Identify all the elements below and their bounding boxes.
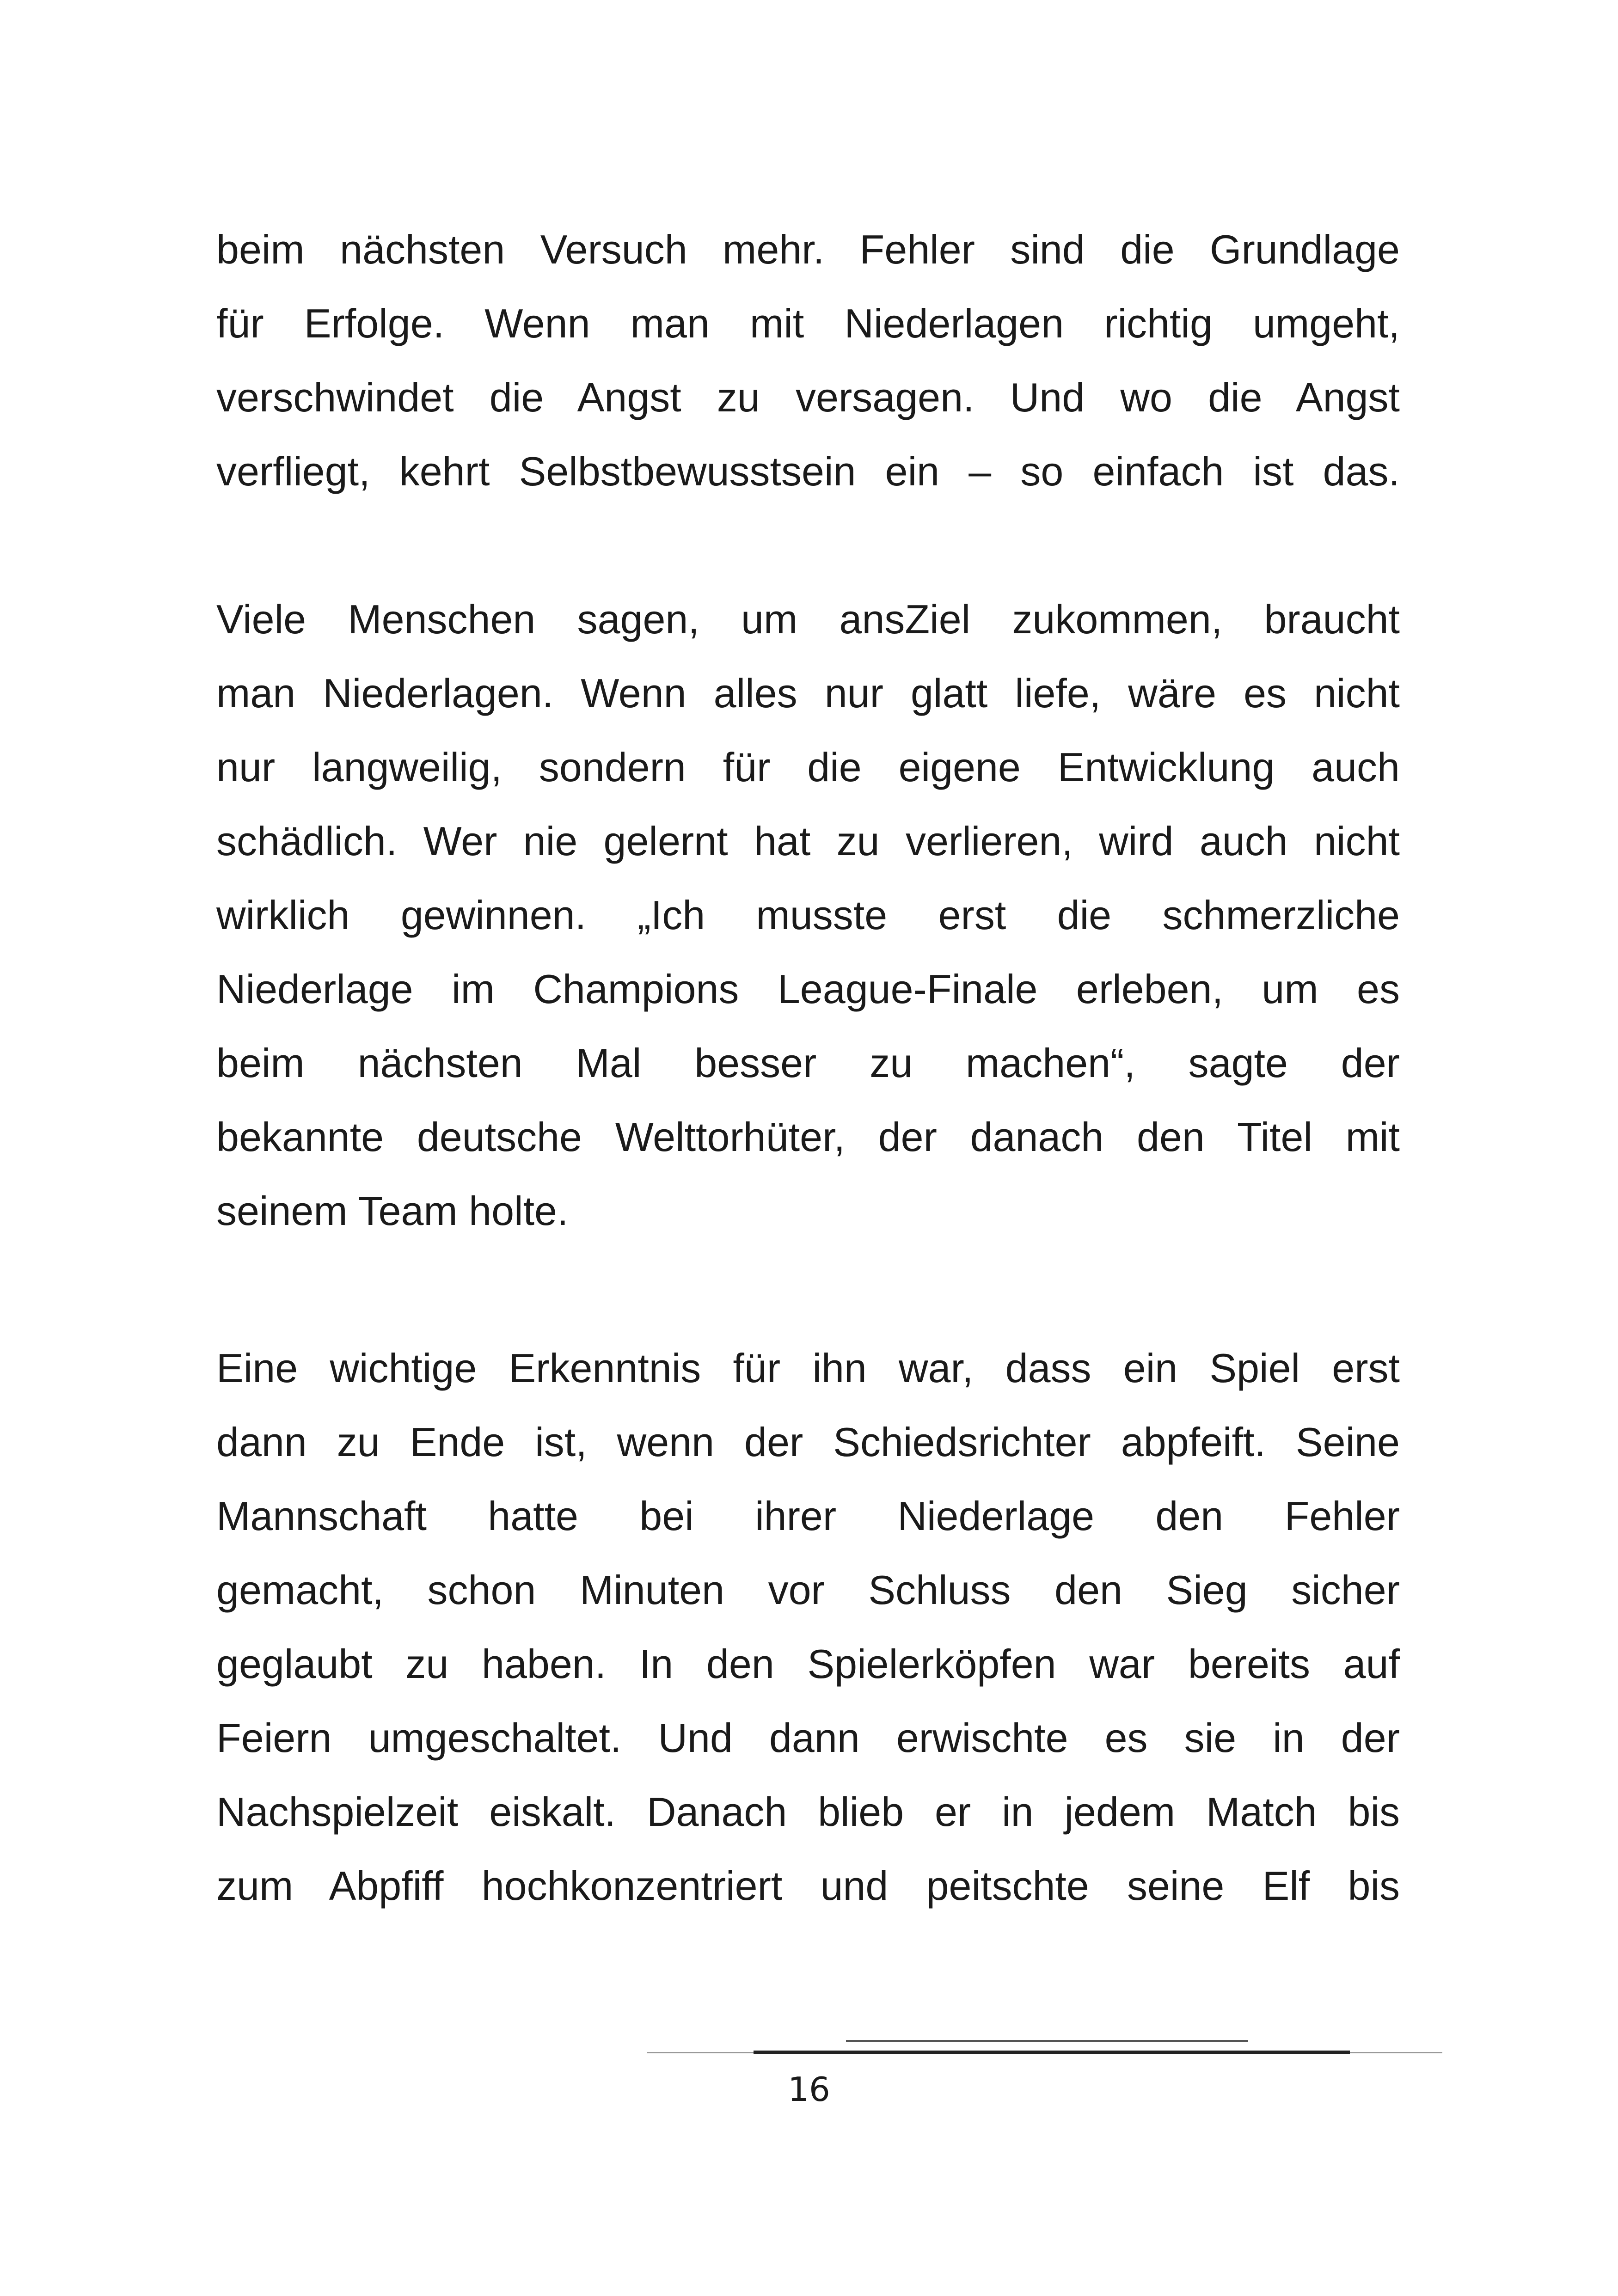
paragraph-2 bbox=[216, 582, 1400, 1248]
text-line: verfliegt, kehrt Selbstbewusstsein ein – so einfach ist das. bbox=[216, 448, 1400, 494]
text-line: zum Abpfiff hochkonzentriert und peitschte seine Elf bis bbox=[216, 1863, 1400, 1909]
text-line: Feiern umgeschaltet. Und dann erwischte es sie in der bbox=[216, 1715, 1400, 1761]
text-line: Viele Menschen sagen, um ansZiel zukommen, braucht bbox=[216, 596, 1400, 642]
text-line: dann zu Ende ist, wenn der Schiedsrichter abpfeift. Seine bbox=[216, 1419, 1400, 1465]
paragraph-1 bbox=[216, 213, 1400, 508]
footer-divider-accent bbox=[754, 2051, 1350, 2054]
text-line: beim nächsten Versuch mehr. Fehler sind die Grundlage bbox=[216, 227, 1400, 272]
footer-divider-top bbox=[846, 2040, 1248, 2042]
text-line: Eine wichtige Erkenntnis für ihn war, dass ein Spiel erst bbox=[216, 1345, 1400, 1391]
text-line: schädlich. Wer nie gelernt hat zu verlieren, wird auch nicht bbox=[216, 818, 1400, 864]
text-line: Mannschaft hatte bei ihrer Niederlage den Fehler bbox=[216, 1493, 1400, 1539]
text-line: bekannte deutsche Welttorhüter, der danach den Titel mit bbox=[216, 1114, 1400, 1160]
text-line: nur langweilig, sondern für die eigene Entwicklung auch bbox=[216, 744, 1400, 790]
text-line: Niederlage im Champions League-Finale erleben, um es bbox=[216, 966, 1400, 1012]
page-number: 16 bbox=[788, 2070, 830, 2109]
text-line: verschwindet die Angst zu versagen. Und wo die Angst bbox=[216, 374, 1400, 420]
text-line: man Niederlagen. Wenn alles nur glatt liefe, wäre es nicht bbox=[216, 670, 1400, 716]
text-line: Nachspielzeit eiskalt. Danach blieb er in jedem Match bis bbox=[216, 1789, 1400, 1835]
paragraph-3 bbox=[216, 1331, 1400, 1923]
text-line: wirklich gewinnen. „Ich musste erst die schmerzliche bbox=[216, 892, 1400, 938]
text-line: beim nächsten Mal besser zu machen“, sagte der bbox=[216, 1040, 1400, 1086]
text-line: für Erfolge. Wenn man mit Niederlagen richtig umgeht, bbox=[216, 300, 1400, 346]
text-line: geglaubt zu haben. In den Spielerköpfen war bereits auf bbox=[216, 1641, 1400, 1687]
text-line: seinem Team holte. bbox=[216, 1188, 569, 1234]
text-line: gemacht, schon Minuten vor Schluss den Sieg sicher bbox=[216, 1567, 1400, 1613]
